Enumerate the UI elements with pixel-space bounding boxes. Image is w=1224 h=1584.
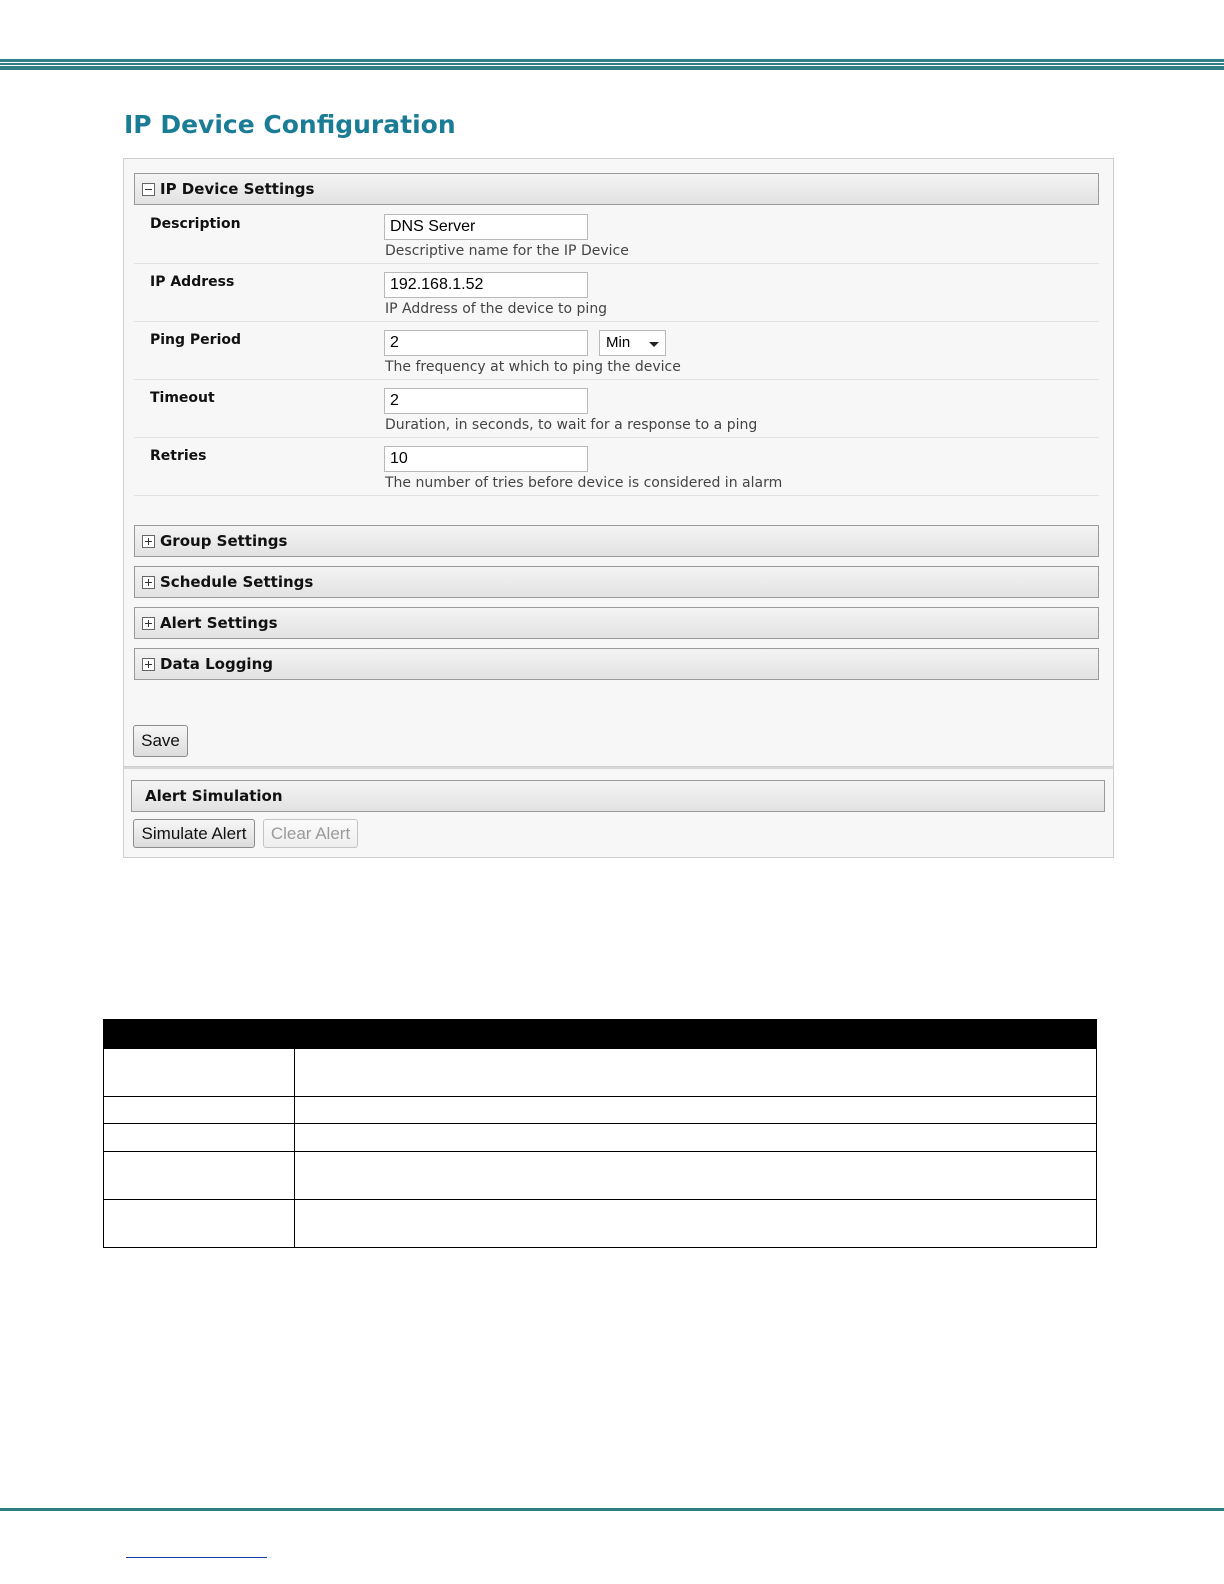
chevron-down-icon xyxy=(649,342,659,347)
section-schedule-settings[interactable] xyxy=(134,566,1099,598)
field-label: IP Address xyxy=(150,274,235,290)
expand-icon[interactable] xyxy=(142,535,155,548)
field-row-ip-address xyxy=(134,264,1099,322)
field-hint: Duration, in seconds, to wait for a response to a ping xyxy=(385,417,758,433)
alert-simulation-header: Alert Simulation xyxy=(131,780,1105,812)
field-hint: IP Address of the device to ping xyxy=(385,301,608,317)
clear-alert-button: Clear Alert xyxy=(263,819,358,848)
table-cell xyxy=(104,1049,295,1097)
timeout-input[interactable]: 2 xyxy=(384,388,588,414)
table-header-cell xyxy=(104,1020,295,1049)
table-header-row xyxy=(104,1020,1097,1049)
simulate-alert-button[interactable]: Simulate Alert xyxy=(133,819,255,848)
expand-icon[interactable] xyxy=(142,658,155,671)
section-alert-settings[interactable] xyxy=(134,607,1099,639)
field-label: Timeout xyxy=(150,390,215,406)
top-rule xyxy=(0,59,1224,71)
table-cell xyxy=(295,1124,1097,1152)
table-row xyxy=(104,1152,1097,1200)
table-cell xyxy=(104,1097,295,1124)
table-cell xyxy=(104,1124,295,1152)
table-cell xyxy=(104,1200,295,1248)
table-cell xyxy=(295,1097,1097,1124)
section-label: Schedule Settings xyxy=(160,573,314,591)
section-group-settings[interactable] xyxy=(134,525,1099,557)
section-data-logging[interactable] xyxy=(134,648,1099,680)
table-cell xyxy=(104,1152,295,1200)
table-row xyxy=(104,1097,1097,1124)
field-hint: Descriptive name for the IP Device xyxy=(385,243,629,259)
table-cell xyxy=(295,1200,1097,1248)
section-ip-device-settings[interactable] xyxy=(134,173,1099,205)
field-description-table xyxy=(103,1019,1097,1248)
field-row-retries xyxy=(134,438,1099,496)
retries-input[interactable]: 10 xyxy=(384,446,588,472)
section-label: Group Settings xyxy=(160,532,288,550)
table-cell xyxy=(295,1049,1097,1097)
field-row-description xyxy=(134,206,1099,264)
table-cell xyxy=(295,1152,1097,1200)
section-label: Data Logging xyxy=(160,655,273,673)
page-title: IP Device Configuration xyxy=(124,110,456,139)
expand-icon[interactable] xyxy=(142,576,155,589)
ping-period-input[interactable]: 2 xyxy=(384,330,588,356)
field-row-timeout xyxy=(134,380,1099,438)
description-input[interactable]: DNS Server xyxy=(384,214,588,240)
section-label: Alert Settings xyxy=(160,614,278,632)
field-row-ping-period xyxy=(134,322,1099,380)
field-label: Description xyxy=(150,216,241,232)
field-label: Retries xyxy=(150,448,207,464)
field-hint: The number of tries before device is considered in alarm xyxy=(385,475,783,491)
table-row xyxy=(104,1124,1097,1152)
section-label: IP Device Settings xyxy=(160,180,315,198)
collapse-icon[interactable] xyxy=(142,183,155,196)
save-button[interactable]: Save xyxy=(133,725,188,757)
table-header-cell xyxy=(295,1020,1097,1049)
table-row xyxy=(104,1049,1097,1097)
field-label: Ping Period xyxy=(150,332,242,348)
ping-period-unit-select[interactable] xyxy=(599,330,666,356)
footer-link-underline[interactable] xyxy=(126,1557,267,1558)
table-row xyxy=(104,1200,1097,1248)
ip-address-input[interactable]: 192.168.1.52 xyxy=(384,272,588,298)
bottom-rule xyxy=(0,1508,1224,1511)
select-value: Min xyxy=(606,334,631,351)
expand-icon[interactable] xyxy=(142,617,155,630)
field-hint: The frequency at which to ping the device xyxy=(385,359,681,375)
